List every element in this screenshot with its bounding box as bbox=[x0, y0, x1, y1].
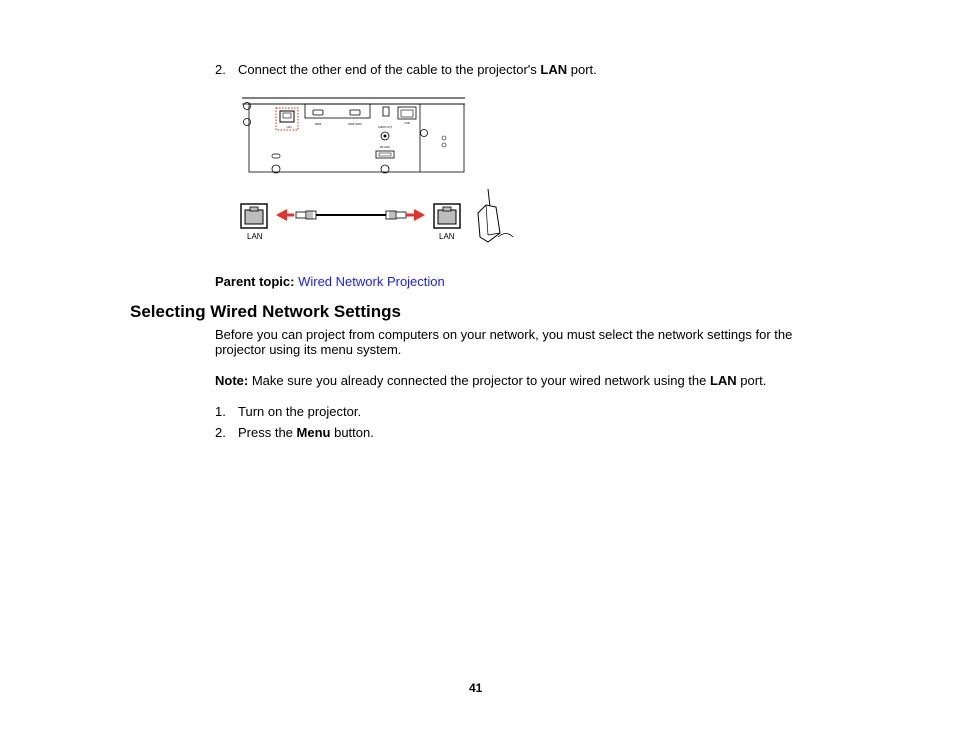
note-bold: LAN bbox=[709, 373, 737, 388]
step-2 bbox=[215, 425, 374, 440]
step-connect bbox=[215, 62, 597, 77]
port-label-usb: USB bbox=[404, 122, 410, 125]
note-text: Make sure you already connected the projector to your wired network using the bbox=[248, 373, 710, 388]
port-label-lan: LAN bbox=[286, 126, 292, 129]
parent-topic-label: Parent topic: bbox=[215, 274, 295, 289]
port-label-audio-out: AUDIO OUT bbox=[378, 126, 392, 129]
step-text: Press the bbox=[238, 425, 297, 440]
step-bold: Menu bbox=[296, 425, 331, 440]
port-label-rs232c: RS-232C bbox=[379, 146, 391, 149]
port-label-hdmi: HDMI bbox=[314, 123, 322, 126]
arrow-right-icon bbox=[406, 209, 425, 221]
step-1 bbox=[215, 404, 361, 419]
note bbox=[215, 373, 766, 388]
cable-plug-left-icon bbox=[296, 211, 316, 219]
lan-cable-figure bbox=[238, 185, 518, 245]
step-text-after: button. bbox=[330, 425, 374, 440]
step-number: 1. bbox=[215, 404, 226, 419]
lan-label-right: LAN bbox=[439, 232, 455, 241]
lan-label-left: LAN bbox=[247, 232, 263, 241]
arrow-left-icon bbox=[276, 209, 294, 221]
parent-topic bbox=[215, 274, 445, 289]
step-number: 2. bbox=[215, 425, 226, 440]
port-label-hdmi-arc: HDMI (ARC) bbox=[347, 123, 363, 126]
step-number: 2. bbox=[215, 62, 226, 77]
cable-plug-right-icon bbox=[386, 211, 406, 219]
note-text-after: port. bbox=[736, 373, 767, 388]
step-bold: LAN bbox=[540, 62, 568, 77]
step-text: Turn on the projector. bbox=[238, 404, 362, 419]
page-number: 41 bbox=[469, 681, 483, 695]
intro-line-2: projector using its menu system. bbox=[215, 342, 402, 357]
section-heading: Selecting Wired Network Settings bbox=[130, 302, 401, 321]
intro-line-1: Before you can project from computers on your network, you must select the network settings for the bbox=[215, 327, 793, 342]
step-text-after: port. bbox=[567, 62, 597, 77]
parent-topic-link[interactable]: Wired Network Projection bbox=[298, 274, 445, 289]
router-icon bbox=[478, 189, 513, 242]
intro-paragraph bbox=[215, 327, 835, 357]
projector-rear-panel-figure bbox=[240, 96, 470, 181]
step-text: Connect the other end of the cable to the projector's bbox=[238, 62, 541, 77]
note-label: Note: bbox=[215, 373, 249, 388]
